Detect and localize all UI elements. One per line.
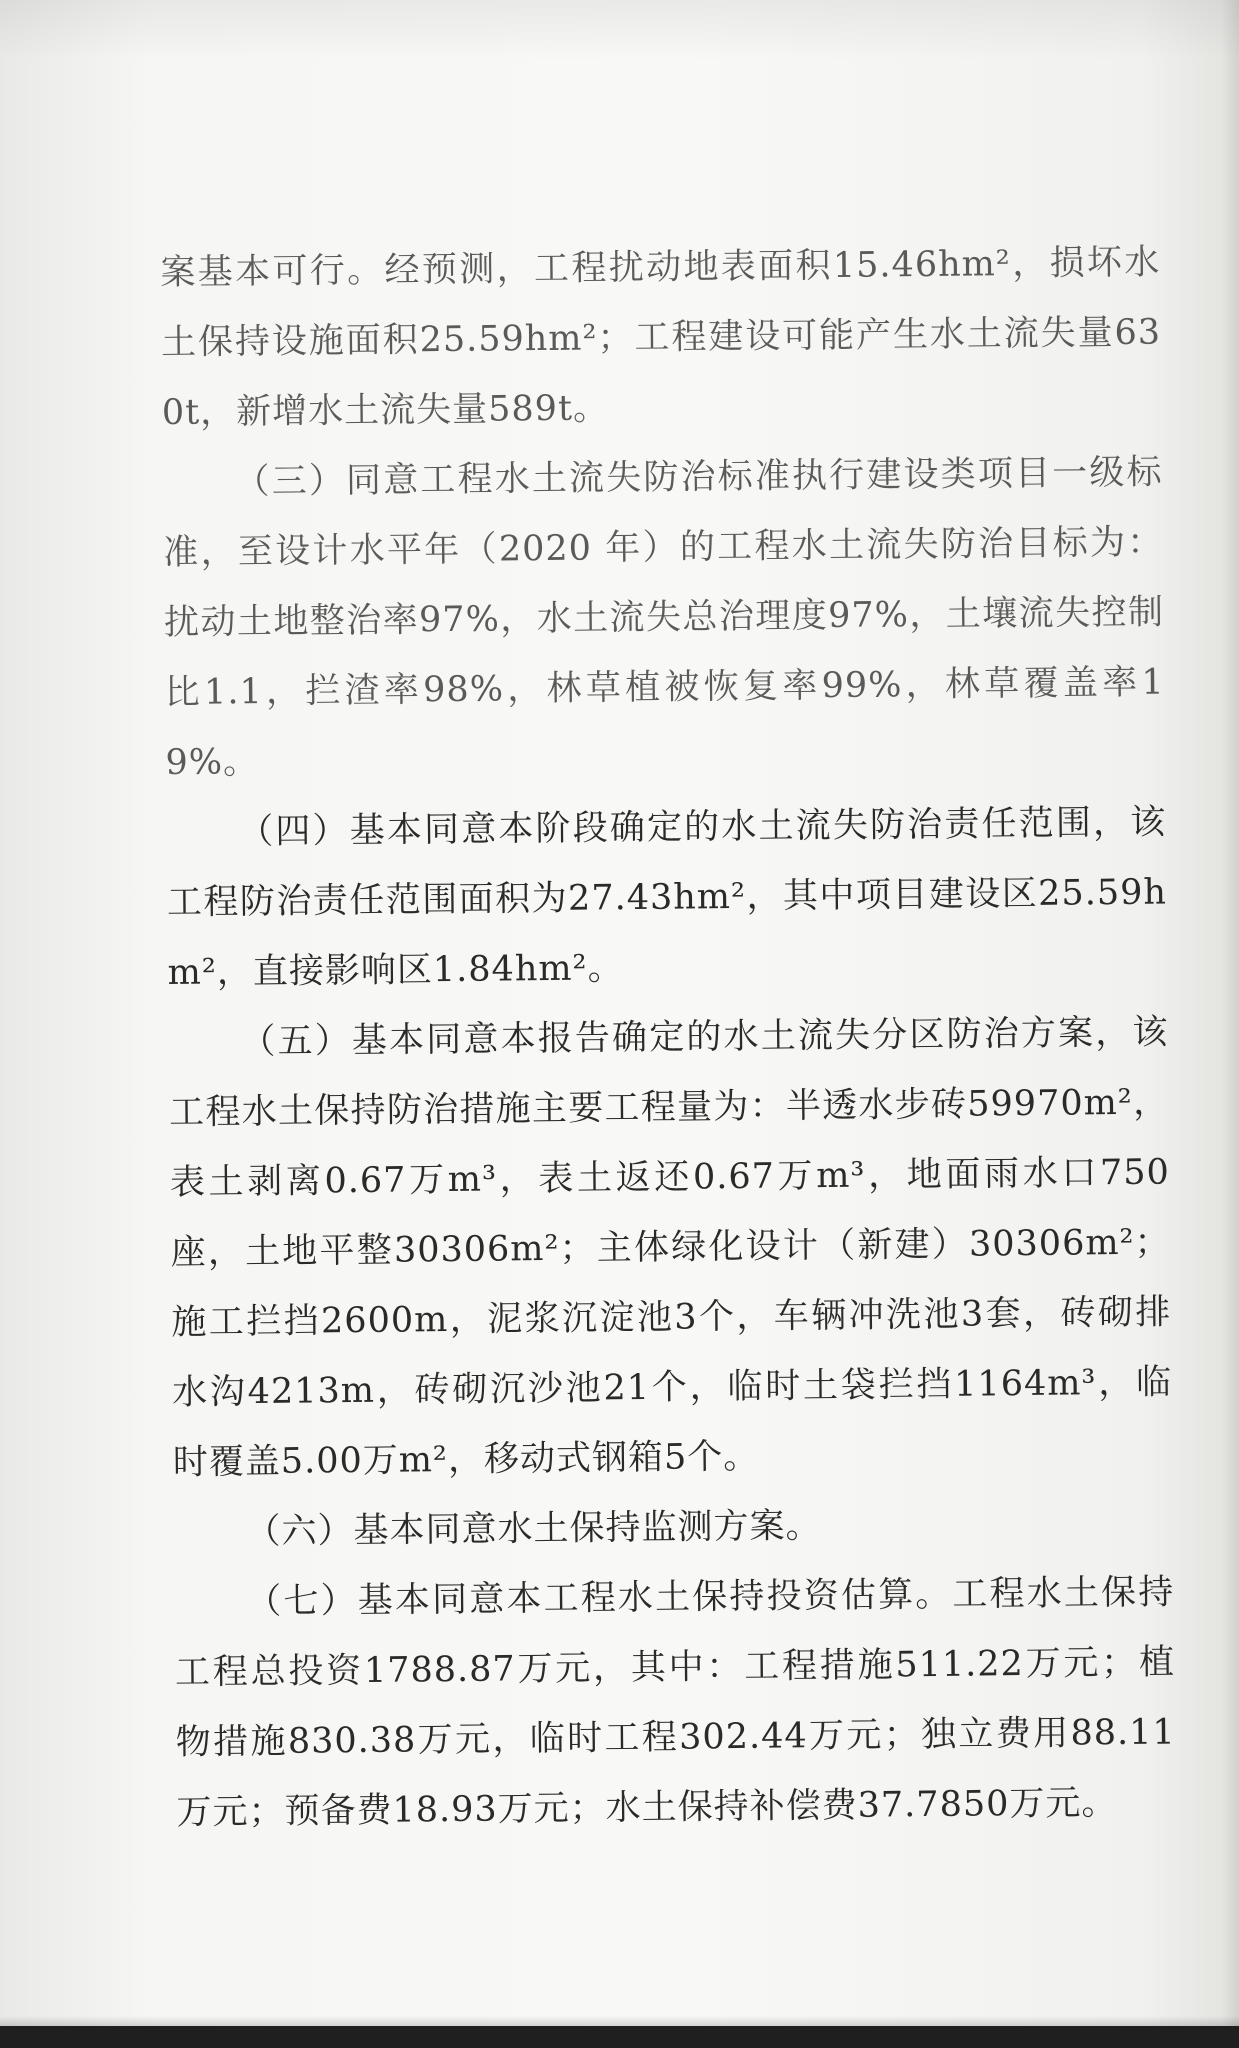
- paragraph-item-4: （四）基本同意本阶段确定的水土流失防治责任范围，该工程防治责任范围面积为27.43hm²，其中项目建设区25.59hm²，直接影响区1.84hm²。: [166, 802, 1168, 993]
- bottom-dark-edge: [0, 2026, 1239, 2048]
- right-edge-shadow: [1221, 0, 1239, 2048]
- paragraph-item-6: （六）基本同意水土保持监测方案。: [245, 1506, 822, 1553]
- bottom-edge-shade: [0, 2016, 1239, 2026]
- paragraph-continuation: 案基本可行。经预测，工程扰动地表面积15.46hm²，损坏水土保持设施面积25.59hm²；工程建设可能产生水土流失量630t，新增水土流失量589t。: [160, 242, 1162, 433]
- top-shadow: [0, 0, 1239, 60]
- paragraph-item-7: （七）基本同意本工程水土保持投资估算。工程水土保持工程总投资1788.87万元，其中：工程措施511.22万元；植物措施830.38万元，临时工程302.44万元；独立费用88.11万元；预备费18.93万元；水土保持补偿费37.7850万元。: [174, 1572, 1176, 1833]
- document-body: [160, 228, 1177, 1848]
- paragraph-item-5: （五）基本同意本报告确定的水土流失分区防治方案，该工程水土保持防治措施主要工程量为：半透水步砖59970m²，表土剥离0.67万m³，表土返还0.67万m³，地面雨水口750座，土地平整30306m²；主体绿化设计（新建）30306m²；施工拦挡2600m，泥浆沉淀池3个，车辆冲洗池3套，砖砌排水沟4213m，砖砌沉沙池21个，临时土袋拦挡1164m³，临时覆盖5.00万m²，移动式钢箱5个。: [168, 1012, 1173, 1483]
- paragraph-item-3: （三）同意工程水土流失防治标准执行建设类项目一级标准，至设计水平年（2020 年）的工程水土流失防治目标为：扰动土地整治率97%，水土流失总治理度97%，土壤流失控制比1.1，拦渣率98%，林草植被恢复率99%，林草覆盖率19%。: [163, 452, 1165, 783]
